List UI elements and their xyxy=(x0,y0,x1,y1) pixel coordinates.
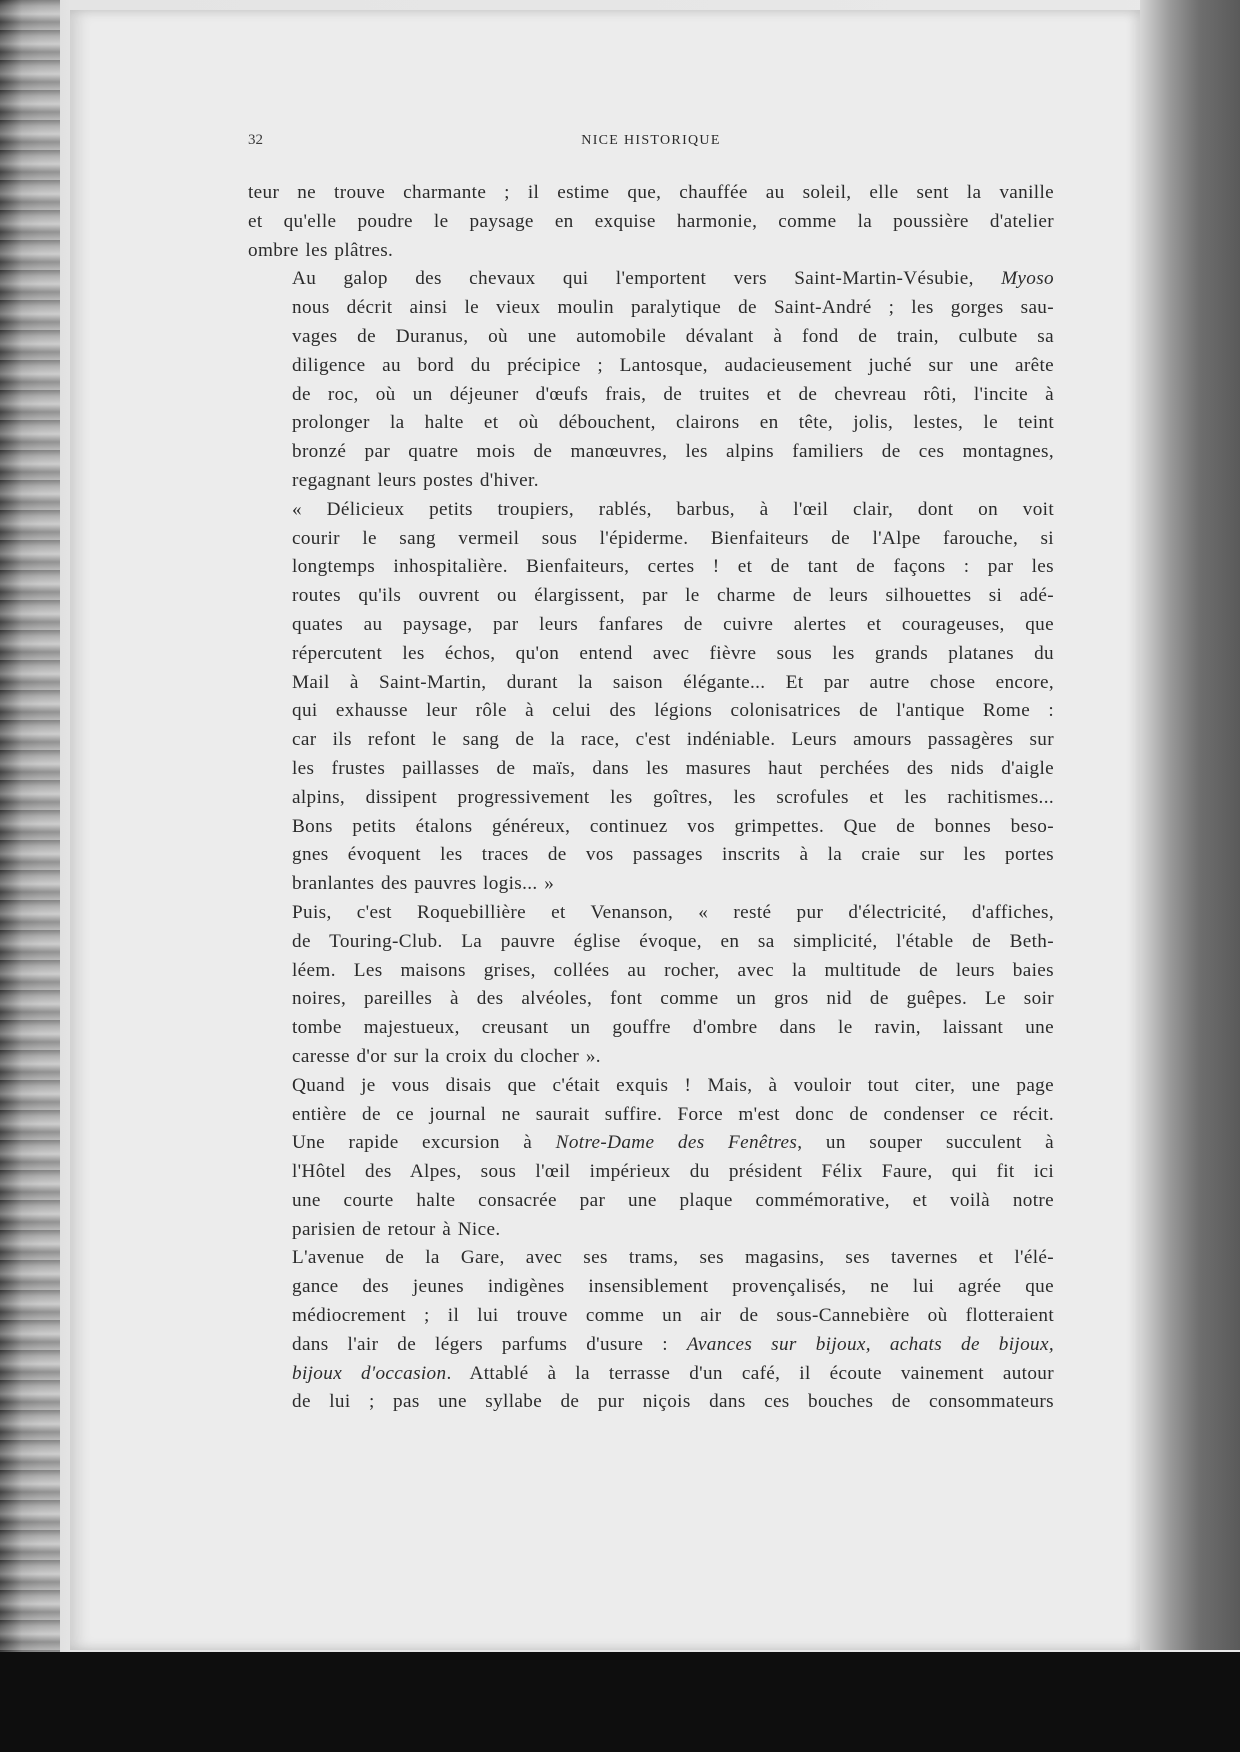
text-line: prolonger la halte et où débouchent, clairons en tête, jolis, lestes, le teint xyxy=(292,412,1054,434)
place-name: Notre-Dame des Fenêtres xyxy=(555,1132,798,1154)
text-line: de Touring-Club. La pauvre église évoque, en sa simplicité, l'étable de Beth- xyxy=(292,930,1054,952)
text-line: et qu'elle poudre le paysage en exquise harmonie, comme la poussière d'atelier xyxy=(248,210,1054,232)
shop-sign-text: bijoux d'occasion xyxy=(292,1362,447,1384)
text-line: alpins, dissipent progressivement les goîtres, les scrofules et les rachitismes... xyxy=(292,786,1054,808)
author-name: Myoso xyxy=(1001,268,1054,290)
text-segment: Une rapide excursion à xyxy=(292,1132,556,1154)
text-line xyxy=(248,1360,1054,1389)
text-line: parisien de retour à Nice. xyxy=(292,1218,501,1240)
text-line: Mail à Saint-Martin, durant la saison élégante... Et par autre chose encore, xyxy=(292,671,1054,693)
text-line: quates au paysage, par leurs fanfares de cuivre alertes et courageuses, que xyxy=(292,613,1054,635)
text-line: L'avenue de la Gare, avec ses trams, ses magasins, ses tavernes et l'élé- xyxy=(292,1247,1054,1269)
running-title: NICE HISTORIQUE xyxy=(581,133,721,148)
text-line: car ils refont le sang de la race, c'est indéniable. Leurs amours passagères sur xyxy=(292,729,1054,751)
text-line: noires, pareilles à des alvéoles, font comme un gros nid de guêpes. Le soir xyxy=(292,988,1054,1010)
text-line: caresse d'or sur la croix du clocher ». xyxy=(292,1045,601,1067)
text-line: tombe majestueux, creusant un gouffre d'ombre dans le ravin, laissant une xyxy=(292,1017,1054,1039)
text-line: routes qu'ils ouvrent ou élargissent, par le charme de leurs silhouettes si adé- xyxy=(292,585,1054,607)
paragraph xyxy=(248,265,1054,495)
text-line: branlantes des pauvres logis... » xyxy=(292,873,555,895)
text-segment: dans l'air de légers parfums d'usure : xyxy=(292,1333,687,1355)
text-line: Puis, c'est Roquebillière et Venanson, « resté pur d'électricité, d'affiches, xyxy=(292,901,1054,923)
text-line: vages de Duranus, où une automobile dévalant à fond de train, culbute sa xyxy=(292,325,1054,347)
paragraph xyxy=(248,179,1054,265)
text-line: de lui ; pas une syllabe de pur niçois dans ces bouches de consommateurs xyxy=(292,1391,1054,1413)
text-line: médiocrement ; il lui trouve comme un air de sous-Cannebière où flotteraient xyxy=(292,1305,1054,1327)
text-line: léem. Les maisons grises, collées au rocher, avec la multitude de leurs baies xyxy=(292,959,1054,981)
text-line: ombre les plâtres. xyxy=(248,239,394,261)
text-line: répercutent les échos, qu'on entend avec fièvre sous les grands platanes du xyxy=(292,642,1054,664)
text-line: longtemps inhospitalière. Bienfaiteurs, certes ! et de tant de façons : par les xyxy=(292,556,1054,578)
body-text xyxy=(248,179,1054,1417)
page-right-edge xyxy=(1140,0,1240,1650)
text-line: entière de ce journal ne saurait suffire. Force m'est donc de condenser ce récit. xyxy=(292,1103,1054,1125)
text-line: diligence au bord du précipice ; Lantosque, audacieusement juché sur une arête xyxy=(292,354,1054,376)
text-line: de roc, où un déjeuner d'œufs frais, de truites et de chevreau rôti, l'incite à xyxy=(292,383,1054,405)
text-segment: , un souper succulent à xyxy=(797,1132,1054,1154)
text-line xyxy=(248,1129,1054,1158)
text-line: l'Hôtel des Alpes, sous l'œil impérieux du président Félix Faure, qui fit ici xyxy=(292,1161,1054,1183)
text-line: teur ne trouve charmante ; il estime que, chauffée au soleil, elle sent la vanille xyxy=(248,182,1054,203)
paragraph xyxy=(248,496,1054,899)
paragraph xyxy=(248,1072,1054,1245)
text-line: bronzé par quatre mois de manœuvres, les alpins familiers de ces montagnes, xyxy=(292,441,1054,463)
text-line: gnes évoquent les traces de vos passages inscrits à la craie sur les portes xyxy=(292,844,1054,866)
text-line xyxy=(248,265,1054,294)
text-segment: Au galop des chevaux qui l'emportent vers Saint-Martin-Vésubie, xyxy=(292,268,1002,290)
text-line: nous décrit ainsi le vieux moulin paralytique de Saint-André ; les gorges sau- xyxy=(292,297,1054,319)
text-line: gance des jeunes indigènes insensiblement provençalisés, ne lui agrée que xyxy=(292,1276,1054,1298)
text-line: une courte halte consacrée par une plaque commémorative, et voilà notre xyxy=(292,1189,1054,1211)
paragraph xyxy=(248,1244,1054,1417)
text-segment: . Attablé à la terrasse d'un café, il écoute vainement autour xyxy=(446,1362,1054,1384)
text-line xyxy=(248,1331,1054,1360)
book-binding-edge xyxy=(0,0,60,1660)
text-line: Quand je vous disais que c'était exquis ! Mais, à vouloir tout citer, une page xyxy=(292,1074,1054,1096)
scan-bottom-band xyxy=(0,1652,1240,1752)
text-line: « Délicieux petits troupiers, rablés, barbus, à l'œil clair, dont on voit xyxy=(292,498,1054,520)
text-line: courir le sang vermeil sous l'épiderme. Bienfaiteurs de l'Alpe farouche, si xyxy=(292,527,1054,549)
page-header xyxy=(248,132,1054,158)
text-line: regagnant leurs postes d'hiver. xyxy=(292,469,539,491)
shop-sign-text: Avances sur bijoux, achats de bijoux, xyxy=(686,1333,1054,1355)
text-line: Bons petits étalons généreux, continuez vos grimpettes. Que de bonnes beso- xyxy=(292,815,1054,837)
text-line: qui exhausse leur rôle à celui des légions colonisatrices de l'antique Rome : xyxy=(292,700,1054,722)
page-number: 32 xyxy=(248,132,263,148)
text-line: les frustes paillasses de maïs, dans les masures haut perchées des nids d'aigle xyxy=(292,757,1054,779)
paragraph xyxy=(248,899,1054,1072)
